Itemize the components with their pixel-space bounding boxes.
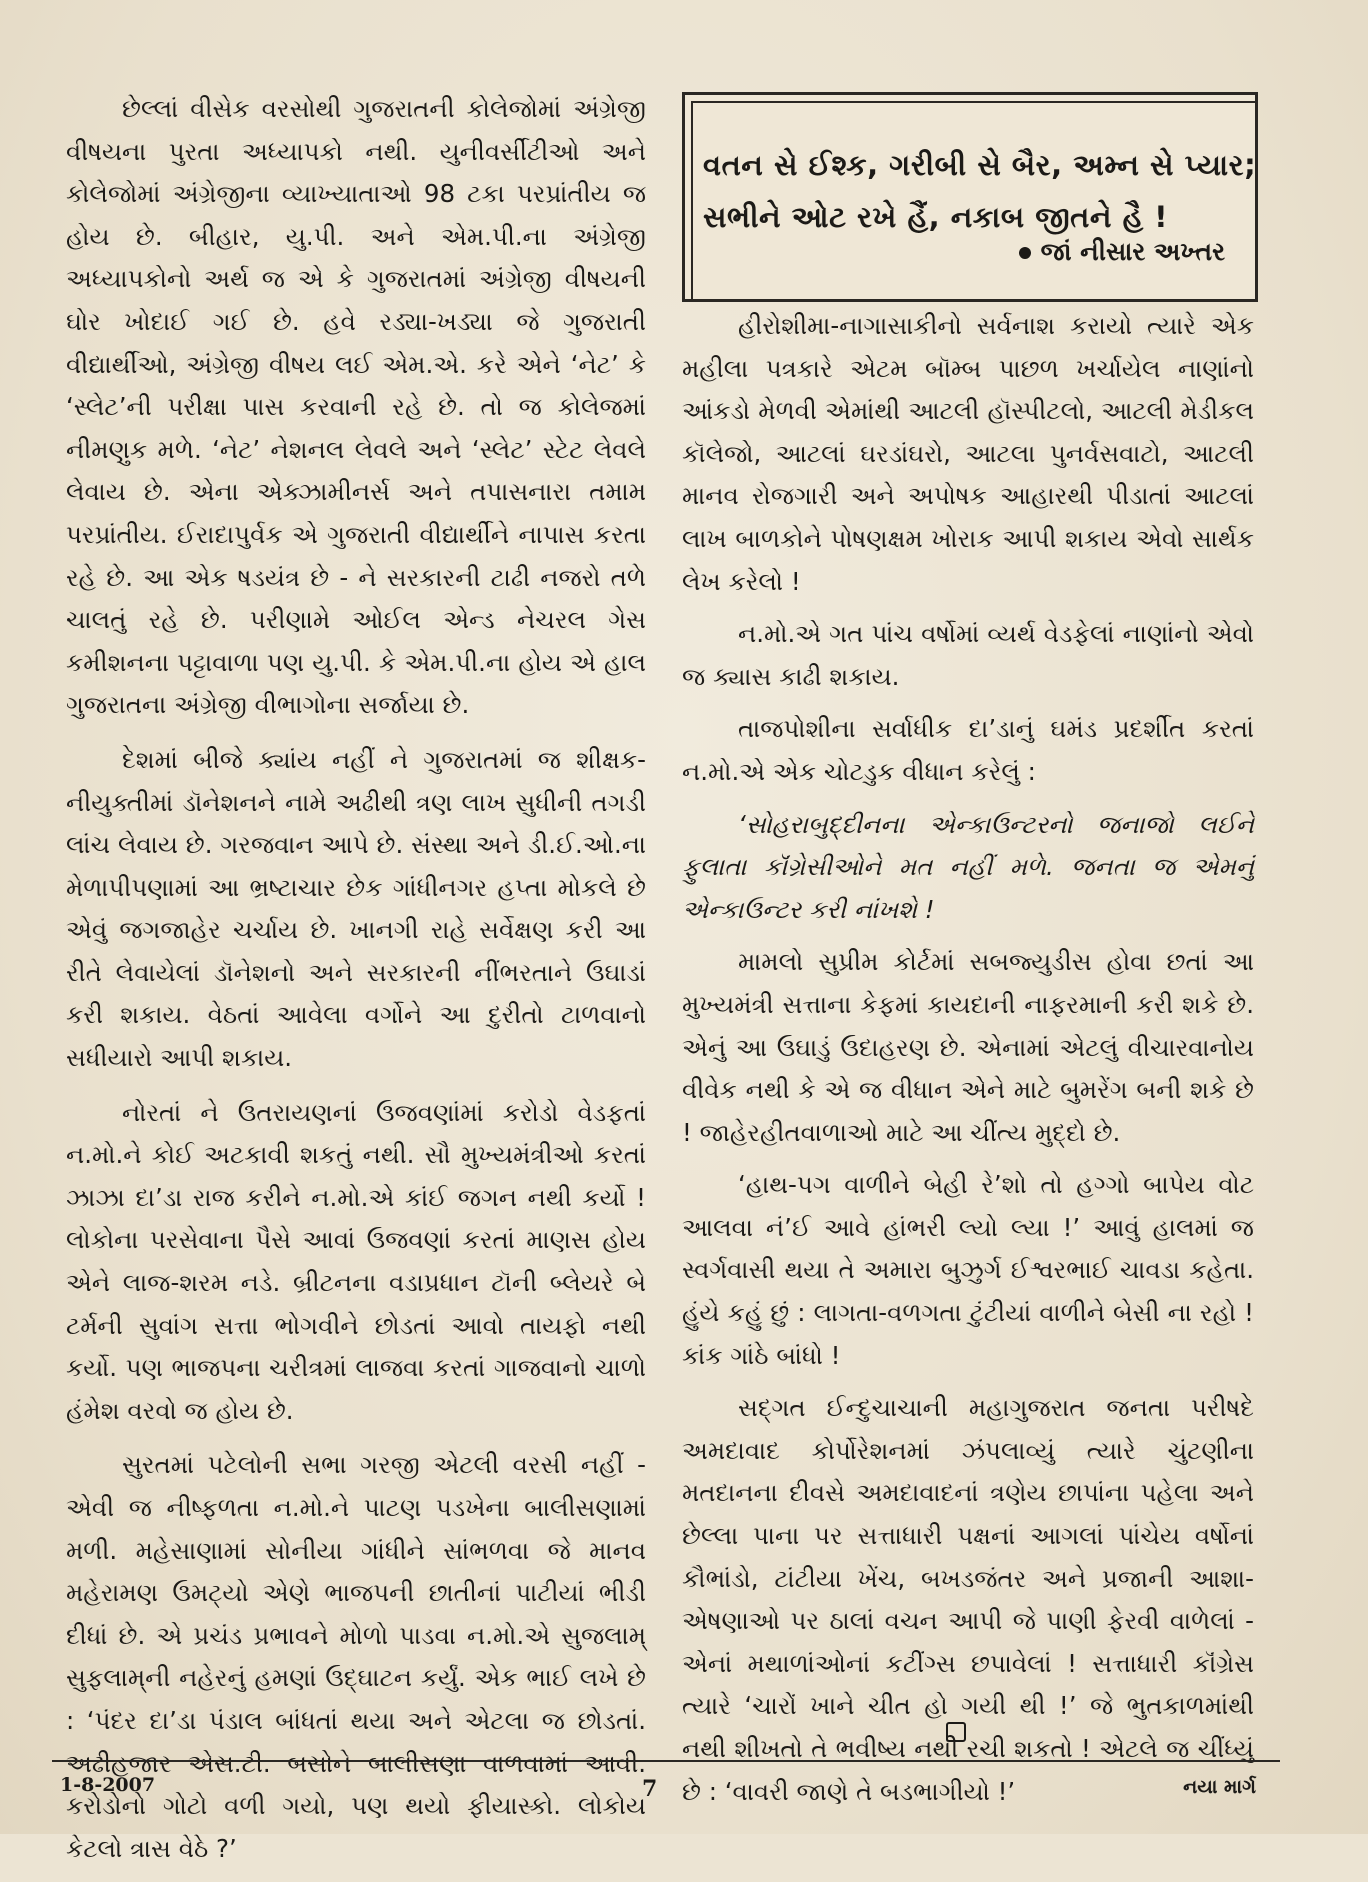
quoted-statement: ‘સોહરાબુદ્દીનના એન્કાઉન્ટરનો જનાજો લઈને ફુલાતા કૉંગ્રેસીઓને મત નહીં મળે. જનતા જ એમનું એન્કાઉન્ટર કરી નાંખશે ! — [682, 809, 1254, 924]
article-paragraph: સદ્‌ગત ઈન્દુચાચાની મહાગુજરાત જનતા પરીષદે અમદાવાદ કોર્પોરેશનમાં ઝંપલાવ્યું ત્યારે ચુંટણીના મતદાનના દીવસે અમદાવાદનાં ત્રણેય છાપાંના પહેલા અને છેલ્લા પાના પર સત્તાધારી પક્ષનાં આગલાં પાંચેય વર્ષોનાં કૌભાંડો, ટાંટીયા ખેંચ, બખડજંતર અને પ્રજાની આશા-એષણાઓ પર ઠાલાં વચન આપી જે પાણી ફેરવી વાળેલાં - એનાં મથાળાંઓનાં કટીંગ્સ છપાવેલાં ! સત્તાધારી કૉંગ્રેસ ત્યારે ‘ચારોં ખાને ચીત હો ગયી થી !’ જે ભુતકાળમાંથી નથી શીખતો તે ભવીષ્ય નથી રચી શકતો ! એટલે જ ચીંધ્યું છે : ‘વાવરી જાણે તે બડભાગીયો !’ — [682, 1393, 1254, 1806]
article-paragraph: દેશમાં બીજે ક્યાંય નહીં ને ગુજરાતમાં જ શીક્ષક-નીયુક્તીમાં ડૉનેશનને નામે અઢીથી ત્રણ લાખ સુધીની તગડી લાંચ લેવાય છે. ગરજવાન આપે છે. સંસ્થા અને ડી.ઈ.ઓ.ના મેળાપીપણામાં આ ભ્રષ્ટાચાર છેક ગાંધીનગર હપ્તા મોકલે છે એવું જગજાહેર ચર્ચાય છે. ખાનગી રાહે સર્વેક્ષણ કરી આ રીતે લેવાયેલાં ડૉનેશનો અને સરકારની નીંભરતાને ઉઘાડાં કરી શકાય. વેઠતાં આવેલા વર્ગોને આ દુરીતો ટાળવાનો સધીયારો આપી શકાય. — [66, 744, 646, 1073]
pull-quote-box — [682, 92, 1258, 302]
article-paragraph: નોરતાં ને ઉતરાયણનાં ઉજવણાંમાં કરોડો વેડફતાં ન.મો.ને કોઈ અટકાવી શકતું નથી. સૌ મુખ્યમંત્રીઓ કરતાં ઝાઝા દા’ડા રાજ કરીને ન.મો.એ કાંઈ જગન નથી કર્યો ! લોકોના પરસેવાના પૈસે આવાં ઉજવણાં કરતાં માણસ હોય એને લાજ-શરમ નડે. બ્રીટનના વડાપ્રધાન ટૉની બ્લેયરે બે ટર્મની સુવાંગ સત્તા ભોગવીને છોડતાં આવો તાયફો નથી કર્યો. પણ ભાજપના ચરીત્રમાં લાજવા કરતાં ગાજવાનો ચાળો હંમેશ વરવો જ હોય છે. — [66, 1097, 646, 1425]
article-paragraph: છેલ્લાં વીસેક વરસોથી ગુજરાતની કોલેજોમાં અંગ્રેજી વીષયના પુરતા અધ્યાપકો નથી. યુનીવર્સીટીઓ અને કોલેજોમાં અંગ્રેજીના વ્યાખ્યાતાઓ 98 ટકા પરપ્રાંતીય જ હોય છે. બીહાર, યુ.પી. અને એમ.પી.ના અંગ્રેજી અધ્યાપકોનો અર્થ જ એ કે ગુજરાતમાં અંગ્રેજી વીષયની ઘોર ખોદાઈ ગઈ છે. હવે રડ્યા-ખડ્યા જે ગુજરાતી વીદ્યાર્થીઓ, અંગ્રેજી વીષય લઈ એમ.એ. કરે એને ‘નેટ’ કે ‘સ્લેટ’ની પરીક્ષા પાસ કરવાની રહે છે. તો જ કોલેજમાં નીમણુક મળે. ‘નેટ’ નેશનલ લેવલે અને ‘સ્લેટ’ સ્ટેટ લેવલે લેવાય છે. એના એક્ઝામીનર્સ અને તપાસનારા તમામ પરપ્રાંતીય. ઈરાદાપુર્વક એ ગુજરાતી વીદ્યાર્થીને નાપાસ કરતા રહે છે. આ એક ષડયંત્ર છે - ને સરકારની ટાઢી નજરો તળે ચાલતું રહે છે. પરીણામે ઓઈલ એન્ડ નેચરલ ગેસ કમીશનના પટ્ટાવાળા પણ યુ.પી. કે એમ.પી.ના હોય એ હાલ ગુજરાતના અંગ્રેજી વીભાગોના સર્જાયા છે. — [66, 94, 646, 720]
pull-quote-author — [1019, 237, 1225, 267]
left-column — [66, 88, 646, 1882]
author-name: જાં નીસાર અખ્તર — [1040, 237, 1225, 266]
pull-quote-text — [703, 139, 1257, 243]
article-paragraph: ‘હાથ-પગ વાળીને બેહી રે’શો તો હગ્ગો બાપેય વોટ આલવા નં’ઈ આવે હાંભરી લ્યો લ્યા !’ આવું હાલમાં જ સ્વર્ગવાસી થયા તે અમારા બુઝુર્ગ ઈશ્વરભાઈ ચાવડા કહેતા. હુંયે કહું છું : લાગતા-વળગતા ટુંટીયાં વાળીને બેસી ના રહો ! કાંક ગાંઠે બાંધો ! — [682, 1170, 1254, 1370]
right-column — [682, 305, 1254, 1823]
article-paragraph: હીરોશીમા-નાગાસાકીનો સર્વનાશ કરાયો ત્યારે એક મહીલા પત્રકારે એટમ બૉમ્બ પાછળ ખર્ચાયેલ નાણાંનો આંકડો મેળવી એમાંથી આટલી હૉસ્પીટલો, આટલી મેડીકલ કૉલેજો, આટલાં ઘરડાંઘરો, આટલા પુનર્વસવાટો, આટલી માનવ રોજગારી અને અપોષક આહારથી પીડાતાં આટલાં લાખ બાળકોને પોષણક્ષમ ખોરાક આપી શકાય એવો સાર્થક લેખ કરેલો ! — [682, 311, 1254, 596]
bullet-icon — [1019, 247, 1031, 259]
article-paragraph: તાજપોશીના સર્વાધીક દા’ડાનું ઘમંડ પ્રદર્શીત કરતાં ન.મો.એ એક ચોટડુક વીધાન કરેલું : — [682, 714, 1254, 786]
article-paragraph: સુરતમાં પટેલોની સભા ગરજી એટલી વરસી નહીં - એવી જ નીષ્ફળતા ન.મો.ને પાટણ પડખેના બાલીસણામાં મળી. મહેસાણામાં સોનીયા ગાંધીને સાંભળવા જે માનવ મહેરામણ ઉમટ્યો એણે ભાજપની છાતીનાં પાટીયાં ભીડી દીધાં છે. એ પ્રચંડ પ્રભાવને મોળો પાડવા ન.મો.એ સુજલામ્ સુફલામ્‌ની નહેરનું હમણાં ઉદ્‌ઘાટન કર્યું. એક ભાઈ લખે છે : ‘પંદર દા’ડા પંડાલ બાંધતાં થયા અને એટલા જ છોડતાં. અઢીહજાર એસ.ટી. બસોને બાલીસણા વાળવામાં આવી. કરોડોનો ગોટો વળી ગયો, પણ થયો ફીયાસ્કો. લોકોય કેટલો ત્રાસ વેઠે ?’ — [66, 1450, 646, 1863]
pull-quote-line: સભીને ઓટ રખે હૈં, નકાબ જીતને હૈ ! — [703, 200, 1169, 234]
magazine-name: નયા માર્ગ — [1183, 1776, 1256, 1798]
end-of-article-icon — [946, 1722, 966, 1742]
page-number: 7 — [642, 1776, 658, 1802]
issue-date: 1-8-2007 — [60, 1774, 156, 1796]
article-paragraph: મામલો સુપ્રીમ કોર્ટમાં સબજ્યુડીસ હોવા છતાં આ મુખ્યમંત્રી સત્તાના કેફમાં કાયદાની નાફરમાની કરી શકે છે. એનું આ ઉઘાડું ઉદાહરણ છે. એનામાં એટલું વીચારવાનોય વીવેક નથી કે એ જ વીધાન એને માટે બુમરેંગ બની શકે છે ! જાહેરહીતવાળાઓ માટે આ ચીંત્ય મુદ્દો છે. — [682, 947, 1254, 1147]
pull-quote-line: વતન સે ઈશ્ક, ગરીબી સે બૈર, અમ્ન સે પ્યાર; — [703, 148, 1257, 182]
footer-divider — [52, 1760, 1280, 1762]
article-paragraph: ન.મો.એ ગત પાંચ વર્ષોમાં વ્યર્થ વેડફેલાં નાણાંનો એવો જ ક્યાસ કાઢી શકાય. — [682, 619, 1254, 691]
